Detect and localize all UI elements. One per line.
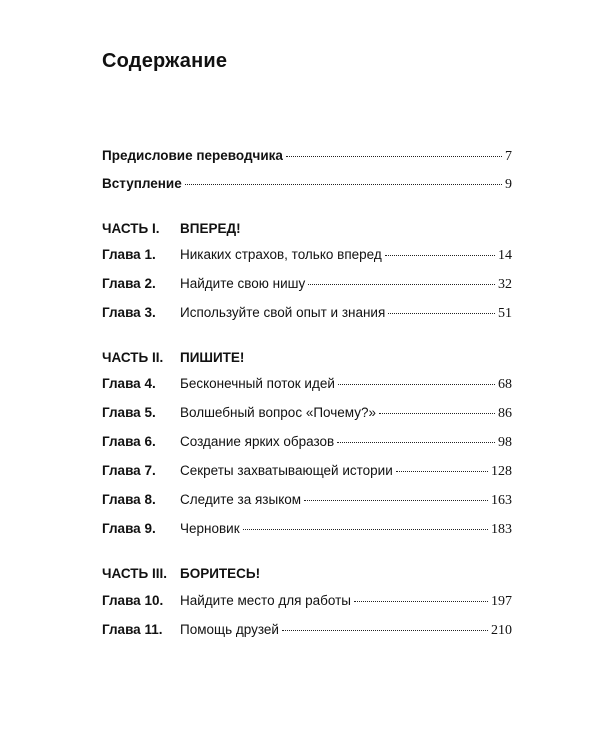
chapter-title: Никаких страхов, только вперед xyxy=(180,247,382,262)
page-number: 86 xyxy=(498,406,512,421)
page-number: 51 xyxy=(498,306,512,321)
chapter-title: Создание ярких образов xyxy=(180,434,335,449)
toc-chapter-5[interactable] xyxy=(102,405,512,425)
page-number: 128 xyxy=(491,464,512,479)
dot-leader xyxy=(338,384,495,385)
chapter-label: Глава 9. xyxy=(102,521,156,536)
chapter-label: Глава 11. xyxy=(102,622,163,637)
page-number: 197 xyxy=(491,594,512,609)
chapter-label: Глава 1. xyxy=(102,247,156,262)
dot-leader xyxy=(286,156,502,157)
page-number: 183 xyxy=(491,522,512,537)
part-heading-1 xyxy=(102,221,241,236)
part-label: ЧАСТЬ II. xyxy=(102,350,164,365)
chapter-label: Глава 7. xyxy=(102,463,156,478)
dot-leader xyxy=(388,313,495,314)
toc-chapter-11[interactable] xyxy=(102,622,512,642)
dot-leader xyxy=(308,284,495,285)
page-number: 98 xyxy=(498,435,512,450)
chapter-title: Помощь друзей xyxy=(180,622,279,637)
chapter-title: Найдите свою нишу xyxy=(180,276,306,291)
toc-chapter-1[interactable] xyxy=(102,247,512,267)
chapter-label: Глава 10. xyxy=(102,593,164,608)
entry-title: Вступление xyxy=(102,176,182,191)
toc-chapter-3[interactable] xyxy=(102,305,512,325)
toc-chapter-4[interactable] xyxy=(102,376,512,396)
toc-chapter-10[interactable] xyxy=(102,593,512,613)
dot-leader xyxy=(185,184,502,185)
chapter-title: Черновик xyxy=(180,521,240,536)
part-heading-2 xyxy=(102,350,244,365)
toc-entry-introduction[interactable] xyxy=(102,176,512,196)
chapter-label: Глава 2. xyxy=(102,276,156,291)
dot-leader xyxy=(337,442,495,443)
toc-entry-foreword[interactable] xyxy=(102,148,512,168)
dot-leader xyxy=(385,255,495,256)
chapter-title: Бесконечный поток идей xyxy=(180,376,335,391)
page-number: 163 xyxy=(491,493,512,508)
part-name: ВПЕРЕД! xyxy=(180,221,241,236)
chapter-title: Найдите место для работы xyxy=(180,593,351,608)
chapter-title: Волшебный вопрос «Почему?» xyxy=(180,405,376,420)
chapter-label: Глава 4. xyxy=(102,376,156,391)
page-number: 32 xyxy=(498,277,512,292)
part-label: ЧАСТЬ I. xyxy=(102,221,160,236)
page-number: 14 xyxy=(498,248,512,263)
part-heading-3 xyxy=(102,566,260,581)
chapter-label: Глава 5. xyxy=(102,405,156,420)
dot-leader xyxy=(396,471,488,472)
dot-leader xyxy=(379,413,495,414)
toc-chapter-2[interactable] xyxy=(102,276,512,296)
page-number: 210 xyxy=(491,623,512,638)
chapter-label: Глава 3. xyxy=(102,305,156,320)
dot-leader xyxy=(282,630,488,631)
toc-chapter-9[interactable] xyxy=(102,521,512,541)
entry-title: Предисловие переводчика xyxy=(102,148,283,163)
chapter-title: Следите за языком xyxy=(180,492,302,507)
page-number: 9 xyxy=(505,177,512,192)
dot-leader xyxy=(304,500,488,501)
part-label: ЧАСТЬ III. xyxy=(102,566,168,581)
page-number: 7 xyxy=(505,149,512,164)
part-name: ПИШИТЕ! xyxy=(180,350,245,365)
toc-chapter-6[interactable] xyxy=(102,434,512,454)
dot-leader xyxy=(354,601,488,602)
chapter-label: Глава 6. xyxy=(102,434,156,449)
dot-leader xyxy=(243,529,488,530)
toc-chapter-8[interactable] xyxy=(102,492,512,512)
toc-chapter-7[interactable] xyxy=(102,463,512,483)
chapter-label: Глава 8. xyxy=(102,492,156,507)
chapter-title: Секреты захватывающей истории xyxy=(180,463,393,478)
page-title: Содержание xyxy=(102,50,228,72)
page-number: 68 xyxy=(498,377,512,392)
part-name: БОРИТЕСЬ! xyxy=(180,566,261,581)
chapter-title: Используйте свой опыт и знания xyxy=(180,305,386,320)
